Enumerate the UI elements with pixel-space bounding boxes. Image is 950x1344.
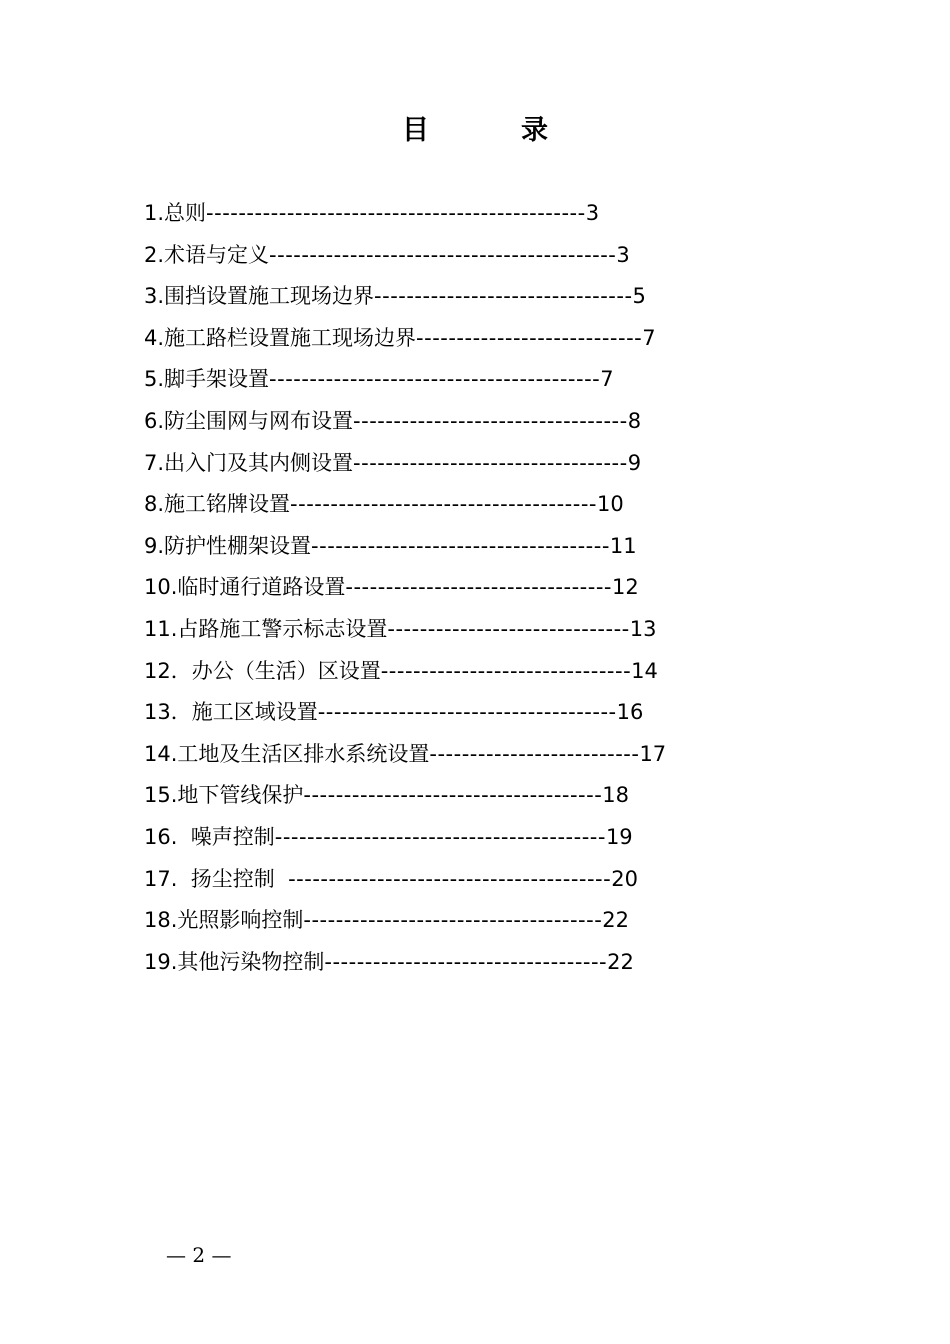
title-char-2: 录 [521,115,548,146]
toc-page-number: 7 [600,367,614,392]
toc-entry-4[interactable] [144,318,666,360]
toc-label: 13．施工区域设置 [144,700,318,725]
toc-label: 14.工地及生活区排水系统设置 [144,741,430,766]
toc-entry-16[interactable] [144,817,666,859]
toc-entry-7[interactable] [144,443,666,485]
toc-entry-3[interactable] [144,276,666,318]
toc-entry-8[interactable] [144,484,666,526]
toc-leader: ------------------------------ [387,616,630,641]
toc-label: 16. 噪声控制 [144,824,275,849]
toc-leader: ------------------------------------------- [269,242,617,267]
toc-leader: ---------------------------------------- [288,866,612,891]
toc-label: 4.施工路栏设置施工现场边界 [144,325,417,350]
toc-label: 6.防尘围网与网布设置 [144,408,354,433]
toc-leader: ----------------------------------- [324,949,608,974]
toc-label: 10.临时通行道路设置 [144,575,346,600]
page-title [0,108,950,147]
toc-entry-2[interactable] [144,235,666,277]
toc-page-number: 7 [642,325,656,350]
toc-leader: ------------------------------------- [303,908,603,933]
toc-leader: ------------------------------------- [311,533,610,558]
toc-leader: ------------------------------------- [317,700,617,725]
toc-entry-15[interactable] [144,775,666,817]
toc-leader: -------------------------- [429,741,640,766]
toc-label: 3.围挡设置施工现场边界 [144,284,375,309]
toc-entry-5[interactable] [144,359,666,401]
toc-leader: -------------------------------------- [290,492,597,517]
toc-label: 9.防护性棚架设置 [144,533,312,558]
toc-entry-11[interactable] [144,609,666,651]
toc-entry-6[interactable] [144,401,666,443]
toc-entry-1[interactable] [144,193,666,235]
toc-label: 17. 扬尘控制 [144,866,289,891]
toc-leader: ------------------------------------- [303,783,603,808]
toc-page-number: 12 [611,575,639,600]
toc-entry-12[interactable] [144,651,666,693]
toc-entry-13[interactable] [144,692,666,734]
toc-label: 18.光照影响控制 [144,908,304,933]
toc-label: 15.地下管线保护 [144,783,304,808]
toc-label: 7.出入门及其内侧设置 [144,450,354,475]
toc-page-number: 22 [607,949,634,974]
toc-page-number: 22 [602,908,630,933]
toc-page-number: 3 [616,242,630,267]
toc-entry-19[interactable] [144,942,666,984]
toc-label: 5.脚手架设置 [144,367,270,392]
toc-leader: ----------------------------------------------- [206,201,586,225]
toc-page-number: 13 [629,616,657,641]
toc-entry-10[interactable] [144,567,666,609]
footer-page-number: — 2 — [166,1243,232,1267]
toc-page-number: 11 [609,533,637,558]
toc-leader: ----------------------------------------- [269,367,601,392]
toc-entry-14[interactable] [144,734,666,776]
toc-leader: ------------------------------- [380,658,632,683]
toc-label: 12．办公（生活）区设置 [144,658,381,683]
toc-leader: ---------------------------------- [353,408,628,433]
toc-page-number: 9 [627,450,642,475]
toc-label: 8.施工铭牌设置 [144,492,291,517]
toc-page-number: 16 [616,700,644,725]
toc-leader: -------------------------------- [374,284,633,309]
toc-label: 11.占路施工警示标志设置 [144,616,388,641]
toc-leader: ----------------------------------------- [274,824,606,849]
toc-label: 1.总则 [144,201,207,225]
toc-entry-9[interactable] [144,526,666,568]
toc-page-number: 10 [597,492,624,517]
table-of-contents [144,193,666,983]
toc-page-number: 14 [631,658,658,683]
toc-entry-17[interactable] [144,859,666,901]
toc-leader: ---------------------------- [416,325,643,350]
toc-page-number: 20 [611,866,638,891]
toc-entry-18[interactable] [144,900,666,942]
toc-page-number: 19 [605,824,633,849]
toc-page-number: 17 [639,741,667,766]
toc-page-number: 5 [632,284,646,309]
toc-label: 19.其他污染物控制 [144,949,325,974]
toc-page-number: 18 [602,783,630,808]
toc-label: 2.术语与定义 [144,242,270,267]
toc-page-number: 3 [585,201,600,225]
toc-leader: ---------------------------------- [353,450,628,475]
toc-page-number: 8 [627,408,642,433]
title-char-1: 目 [402,115,429,146]
toc-leader: --------------------------------- [345,575,612,600]
